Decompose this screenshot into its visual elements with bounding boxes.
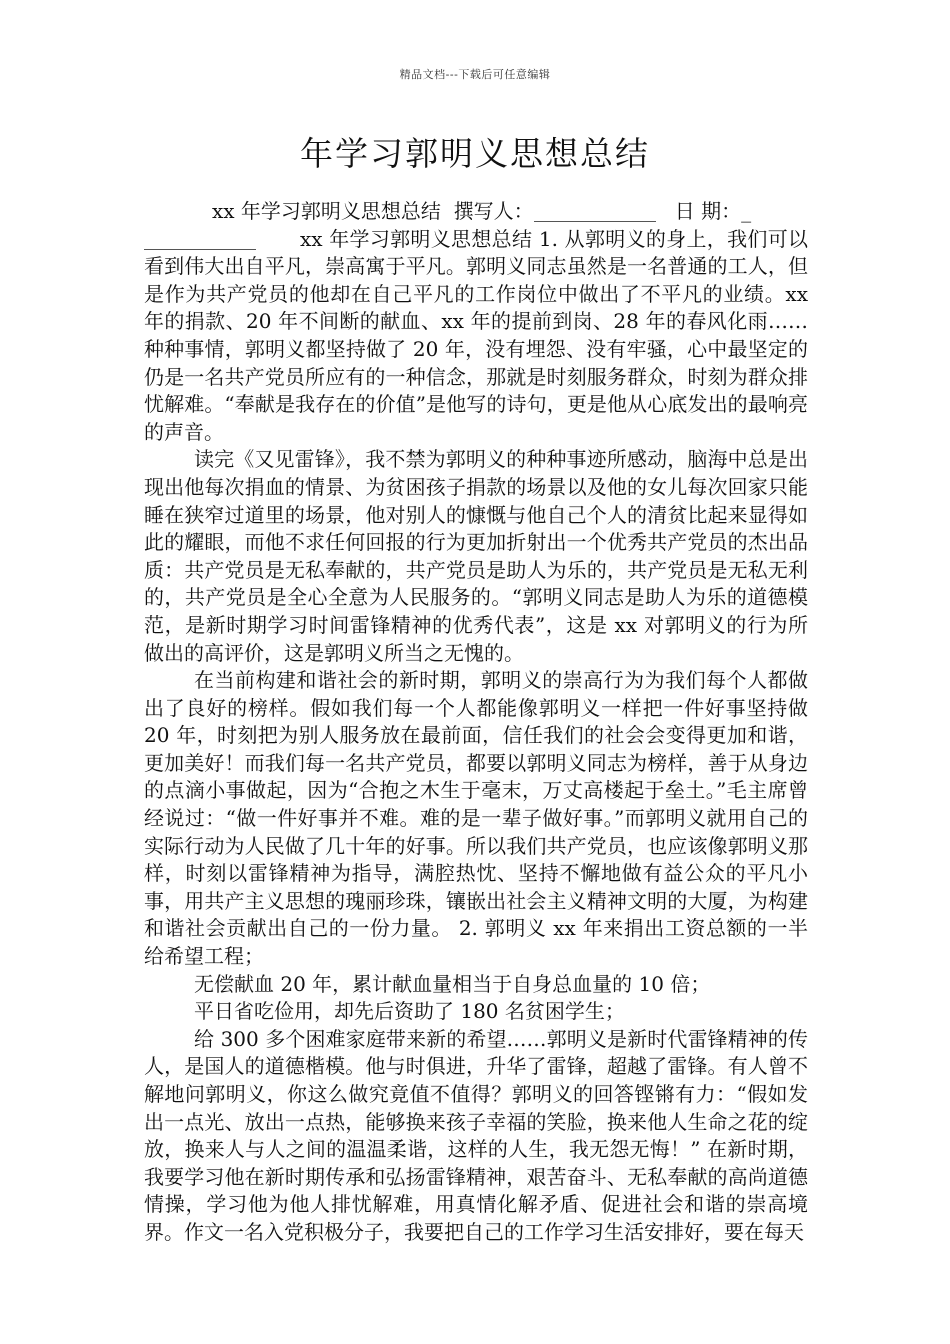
document-title: 年学习郭明义思想总结 xyxy=(300,134,650,173)
author-blank xyxy=(534,201,656,222)
paragraph-4: 无偿献血 20 年，累计献血量相当于自身总血量的 10 倍； xyxy=(194,971,711,996)
paragraph-6: 给 300 多个困难家庭带来新的希望……郭明义是新时代雷锋精神的传人，是国人的道德楷模。他与时俱进，升华了雷锋，超越了雷锋。有人曾不解地问郭明义，你这么做究竟值不值得？郭明义的回答铿锵有力：“假如发出一点光、放出一点热，能够换来孩子幸福的笑脸，换来他人生命之花的绽放，换来人与人之间的温温柔谐，这样的人生，我无怨无悔！” 在新时期，我要学习他在新时期传承和弘扬雷锋精神，艰苦奋斗、无私奉献的高尚道德情操，学习他为他人排忧解难，用真情化解矛盾、促进社会和谐的崇高境界。作文一名入党积极分子，我要把自己的工作学习生活安排好，要在每天 xyxy=(144,1026,808,1244)
author-label: 撰写人： xyxy=(453,199,534,223)
paragraph-5: 平日省吃俭用，却先后资助了 180 名贫困学生； xyxy=(194,999,625,1024)
meta-doc-name: xx 年学习郭明义思想总结 xyxy=(212,199,441,223)
document-body xyxy=(144,198,808,1247)
paragraph-1 xyxy=(144,226,808,447)
date-blank xyxy=(144,229,256,250)
meta-line xyxy=(144,198,808,226)
date-mark: _ xyxy=(741,199,752,223)
paragraph-1-text: xx 年学习郭明义思想总结 1. 从郭明义的身上，我们可以看到伟大出自平凡，崇高寓于平凡。郭明义同志虽然是一名普通的工人，但是作为共产党员的他却在自己平凡的工作岗位中做出了不平凡的业绩。xx 年的捐款、20 年不间断的献血、xx 年的提前到岗、28 年的春风化雨……种种事情，郭明义都坚持做了 20 年，没有埋怨、没有牢骚，心中最坚定的仍是一名共产党员所应有的一种信念，那就是时刻服务群众，时刻为群众排忧解难。“奉献是我存在的价值”是他写的诗句，更是他从心底发出的最响亮的声音。 xyxy=(144,226,808,444)
paragraph-2: 读完《又见雷锋》，我不禁为郭明义的种种事迹所感动，脑海中总是出现出他每次捐血的情景、为贫困孩子捐款的场景以及他的女儿每次回家只能睡在狭窄过道里的场景，他对别人的慷慨与他自己个人的清贫比起来显得如此的耀眼，而他不求任何回报的行为更加折射出一个优秀共产党员的杰出品质：共产党员是无私奉献的，共产党员是助人为乐的，共产党员是无私无利的，共产党员是全心全意为人民服务的。“郭明义同志是助人为乐的道德模范，是新时期学习时间雷锋精神的优秀代表”，这是 xx 对郭明义的行为所做出的高评价，这是郭明义所当之无愧的。 xyxy=(144,447,808,665)
header-note: 精品文档---下载后可任意编辑 xyxy=(399,68,551,81)
paragraph-3: 在当前构建和谐社会的新时期，郭明义的崇高行为为我们每个人都做出了良好的榜样。假如我们每一个人都能像郭明义一样把一件好事坚持做 20 年，时刻把为别人服务放在最前面，信任我们的社会会变得更加和谐，更加美好！而我们每一名共产党员，都要以郭明义同志为榜样，善于从身边的点滴小事做起，因为“合抱之木生于毫末，万丈高楼起于垒土。”毛主席曾经说过：“做一件好事并不难。难的是一辈子做好事。”而郭明义就用自己的实际行动为人民做了几十年的好事。所以我们共产党员，也应该像郭明义那样，时刻以雷锋精神为指导，满腔热忱、坚持不懈地做有益公众的平凡小事，用共产主义思想的瑰丽珍珠，镶嵌出社会主义精神文明的大厦，为构建和谐社会贡献出自己的一份力量。 2. 郭明义 xx 年来捐出工资总额的一半给希望工程； xyxy=(144,668,808,969)
date-label: 日 期： xyxy=(674,199,742,223)
